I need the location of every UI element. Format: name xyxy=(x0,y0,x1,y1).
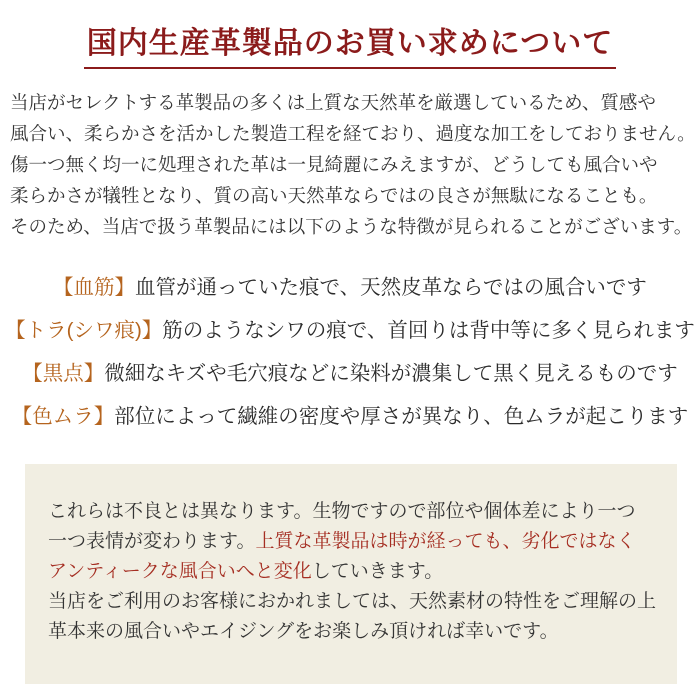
feature-row-color-unevenness xyxy=(0,395,700,438)
notice-text: していきます。 xyxy=(311,560,444,582)
feature-row-tiger-wrinkle xyxy=(0,309,700,352)
notice-line xyxy=(48,497,659,527)
page-title: 国内生産革製品のお買い求めについて xyxy=(84,25,616,69)
notice-line xyxy=(48,557,659,587)
feature-label: 【トラ(シワ痕)】 xyxy=(5,318,163,342)
feature-text: 筋のようなシワの痕で、首回りは背中等に多く見られます xyxy=(162,318,695,342)
feature-text: 微細なキズや毛穴痕などに染料が濃集して黒く見えるものです xyxy=(104,361,678,385)
feature-label: 【色ムラ】 xyxy=(11,404,115,428)
notice-text: 当店をご利用のお客様におかれましては、天然素材の特性をご理解の上 xyxy=(48,590,657,612)
feature-text: 部位によって繊維の密度や厚さが異なり、色ムラが起こります xyxy=(114,404,689,428)
notice-text: 一つ表情が変わります。 xyxy=(48,530,256,552)
feature-text: 血管が通っていた痕で、天然皮革ならではの風合いです xyxy=(135,275,647,299)
intro-paragraph xyxy=(10,89,694,244)
notice-box xyxy=(25,464,677,684)
notice-text: 革本来の風合いやエイジングをお楽しみ頂ければ幸いです。 xyxy=(48,620,559,642)
feature-row-blood-vein xyxy=(0,266,700,309)
notice-highlight: 上質な革製品は時が経っても、劣化ではなく xyxy=(255,530,636,552)
intro-line: 風合い、柔らかさを活かした製造工程を経ており、過度な加工をしておりません。 xyxy=(10,124,696,145)
notice-line xyxy=(48,527,659,557)
intro-line: 傷一つ無く均一に処理された革は一見綺麗にみえますが、どうしても風合いや xyxy=(10,155,658,176)
title-section xyxy=(0,25,700,69)
intro-line: 柔らかさが犠牲となり、質の高い天然革ならではの良さが無駄になることも。 xyxy=(10,186,658,207)
feature-list xyxy=(0,266,700,438)
feature-label: 【黒点】 xyxy=(22,361,105,385)
feature-label: 【血筋】 xyxy=(53,275,136,299)
notice-text: これらは不良とは異なります。生物ですので部位や個体差により一つ xyxy=(48,500,636,522)
notice-line xyxy=(48,617,659,647)
notice-line xyxy=(48,587,659,617)
intro-line: そのため、当店で扱う革製品には以下のような特徴が見られることがございます。 xyxy=(10,217,693,238)
notice-highlight: アンティークな風合いへと変化 xyxy=(48,560,312,582)
feature-row-black-spot xyxy=(0,352,700,395)
intro-line: 当店がセレクトする革製品の多くは上質な天然革を厳選しているため、質感や xyxy=(10,93,656,114)
